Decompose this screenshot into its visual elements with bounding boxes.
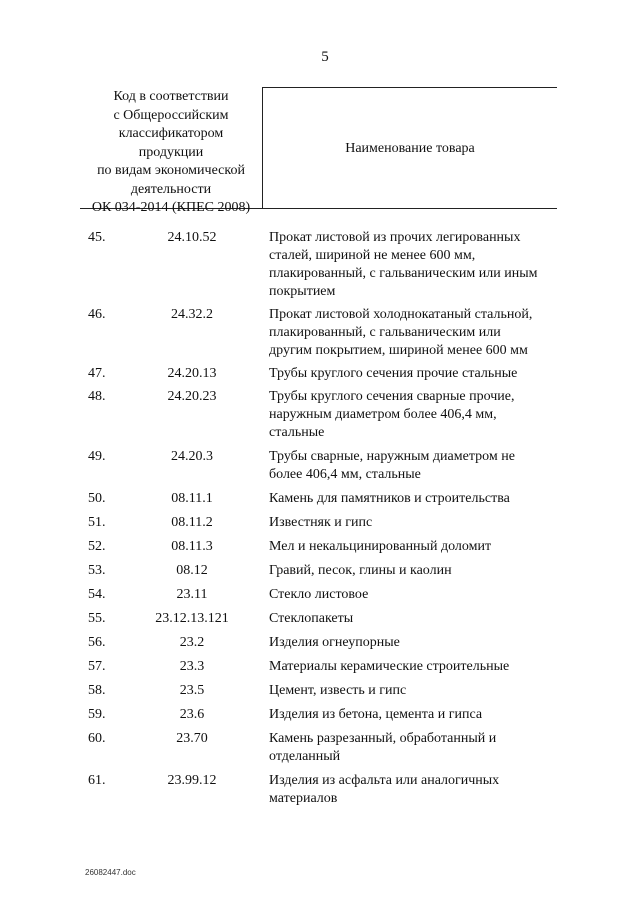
row-product-name bbox=[269, 490, 569, 508]
row-code: 23.3 bbox=[179, 659, 205, 674]
row-product-name-line: сталей, шириной не менее 600 мм, bbox=[269, 248, 476, 263]
row-code: 08.11.2 bbox=[171, 515, 213, 530]
table-row bbox=[0, 538, 640, 556]
header-code-line: Код в соответствии bbox=[113, 89, 229, 104]
row-product-name-line: наружным диаметром более 406,4 мм, bbox=[269, 407, 497, 422]
row-product-name-line: материалов bbox=[269, 791, 338, 806]
row-product-name-line: Мел и некальцинированный доломит bbox=[269, 539, 492, 554]
row-number: 54. bbox=[88, 587, 106, 602]
table-body bbox=[0, 229, 640, 808]
header-code-line: классификатором bbox=[118, 126, 224, 141]
table-row bbox=[0, 634, 640, 652]
row-product-name-line: плакированный, с гальваническим или bbox=[269, 325, 501, 340]
row-number: 50. bbox=[88, 491, 106, 506]
row-number: 61. bbox=[88, 773, 106, 788]
row-product-name-line: Трубы круглого сечения сварные прочие, bbox=[269, 389, 515, 404]
row-product-name-line: Прокат листовой из прочих легированных bbox=[269, 230, 521, 245]
row-product-name bbox=[269, 634, 569, 652]
table-row bbox=[0, 229, 640, 301]
row-code: 23.2 bbox=[179, 635, 205, 650]
row-product-name-line: Прокат листовой холоднокатаный стальной, bbox=[269, 307, 533, 322]
row-product-name-line: Изделия из бетона, цемента и гипса bbox=[269, 707, 483, 722]
table-row bbox=[0, 586, 640, 604]
row-number: 59. bbox=[88, 707, 106, 722]
row-product-name bbox=[269, 365, 569, 383]
file-name-footer: 26082447.doc bbox=[85, 868, 136, 877]
table-row bbox=[0, 448, 640, 484]
row-number: 47. bbox=[88, 366, 106, 381]
row-product-name bbox=[269, 706, 569, 724]
row-code: 23.70 bbox=[176, 731, 208, 746]
row-number: 56. bbox=[88, 635, 106, 650]
row-product-name-line: Трубы круглого сечения прочие стальные bbox=[269, 366, 518, 381]
table-row bbox=[0, 772, 640, 808]
row-product-name bbox=[269, 448, 569, 484]
table-row bbox=[0, 365, 640, 383]
page-number: 5 bbox=[321, 49, 329, 65]
row-code: 24.20.23 bbox=[167, 389, 217, 404]
row-product-name-line: Материалы керамические строительные bbox=[269, 659, 510, 674]
row-code: 24.20.3 bbox=[171, 449, 213, 464]
row-product-name-line: отделанный bbox=[269, 749, 341, 764]
row-code: 23.5 bbox=[179, 683, 205, 698]
table-row bbox=[0, 682, 640, 700]
row-code: 08.11.3 bbox=[171, 539, 213, 554]
row-product-name-line: Известняк и гипс bbox=[269, 515, 373, 530]
row-code: 23.12.13.121 bbox=[155, 611, 229, 626]
table-row bbox=[0, 388, 640, 442]
table-row bbox=[0, 658, 640, 676]
table-row bbox=[0, 730, 640, 766]
row-product-name-line: другим покрытием, шириной менее 600 мм bbox=[269, 343, 528, 358]
row-code: 08.11.1 bbox=[171, 491, 213, 506]
row-code: 23.99.12 bbox=[167, 773, 217, 788]
row-number: 57. bbox=[88, 659, 106, 674]
row-code: 08.12 bbox=[176, 563, 208, 578]
row-product-name-line: Гравий, песок, глины и каолин bbox=[269, 563, 452, 578]
row-product-name bbox=[269, 388, 569, 442]
row-product-name-line: стальные bbox=[269, 425, 325, 440]
row-number: 60. bbox=[88, 731, 106, 746]
row-product-name-line: Трубы сварные, наружным диаметром не bbox=[269, 449, 515, 464]
row-product-name-line: Камень для памятников и строительства bbox=[269, 491, 510, 506]
row-product-name-line: Камень разрезанный, обработанный и bbox=[269, 731, 497, 746]
table-row bbox=[0, 706, 640, 724]
row-product-name bbox=[269, 682, 569, 700]
row-product-name-line: Изделия огнеупорные bbox=[269, 635, 400, 650]
row-product-name bbox=[269, 514, 569, 532]
row-product-name-line: Цемент, известь и гипс bbox=[269, 683, 407, 698]
row-product-name-line: Изделия из асфальта или аналогичных bbox=[269, 773, 500, 788]
table-row bbox=[0, 514, 640, 532]
row-code: 23.11 bbox=[176, 587, 208, 602]
row-number: 55. bbox=[88, 611, 106, 626]
row-number: 58. bbox=[88, 683, 106, 698]
row-product-name bbox=[269, 658, 569, 676]
row-product-name bbox=[269, 538, 569, 556]
row-product-name bbox=[269, 586, 569, 604]
row-number: 49. bbox=[88, 449, 106, 464]
table-row bbox=[0, 562, 640, 580]
row-product-name bbox=[269, 562, 569, 580]
header-code-line: с Общероссийским bbox=[113, 107, 229, 123]
row-product-name-line: Стекло листовое bbox=[269, 587, 369, 602]
row-number: 51. bbox=[88, 515, 106, 530]
row-product-name-line: Стеклопакеты bbox=[269, 611, 354, 626]
row-number: 48. bbox=[88, 389, 106, 404]
row-product-name bbox=[269, 229, 569, 301]
row-code: 24.20.13 bbox=[167, 366, 217, 381]
row-product-name-line: покрытием bbox=[269, 284, 336, 299]
row-code: 23.6 bbox=[179, 707, 205, 722]
table-row bbox=[0, 610, 640, 628]
row-product-name bbox=[269, 730, 569, 766]
header-code-line: продукции bbox=[138, 144, 204, 160]
header-code-line: по видам экономической bbox=[97, 163, 245, 178]
row-product-name bbox=[269, 610, 569, 628]
table-header bbox=[80, 87, 557, 215]
row-number: 45. bbox=[88, 230, 106, 245]
row-product-name-line: более 406,4 мм, стальные bbox=[269, 467, 421, 482]
row-product-name-line: плакированный, с гальваническим или иным bbox=[269, 266, 538, 281]
row-product-name bbox=[269, 772, 569, 808]
row-product-name bbox=[269, 306, 569, 360]
row-code: 24.10.52 bbox=[167, 230, 217, 245]
header-code-column bbox=[80, 87, 263, 215]
row-code: 24.32.2 bbox=[171, 307, 213, 322]
row-number: 46. bbox=[88, 307, 106, 322]
header-name-column: Наименование товара bbox=[263, 87, 557, 209]
header-code-line: ОК 034-2014 (КПЕС 2008) bbox=[91, 200, 251, 215]
table-row bbox=[0, 306, 640, 360]
row-number: 52. bbox=[88, 539, 106, 554]
row-number: 53. bbox=[88, 563, 106, 578]
table-row bbox=[0, 490, 640, 508]
header-code-line: деятельности bbox=[130, 181, 212, 197]
